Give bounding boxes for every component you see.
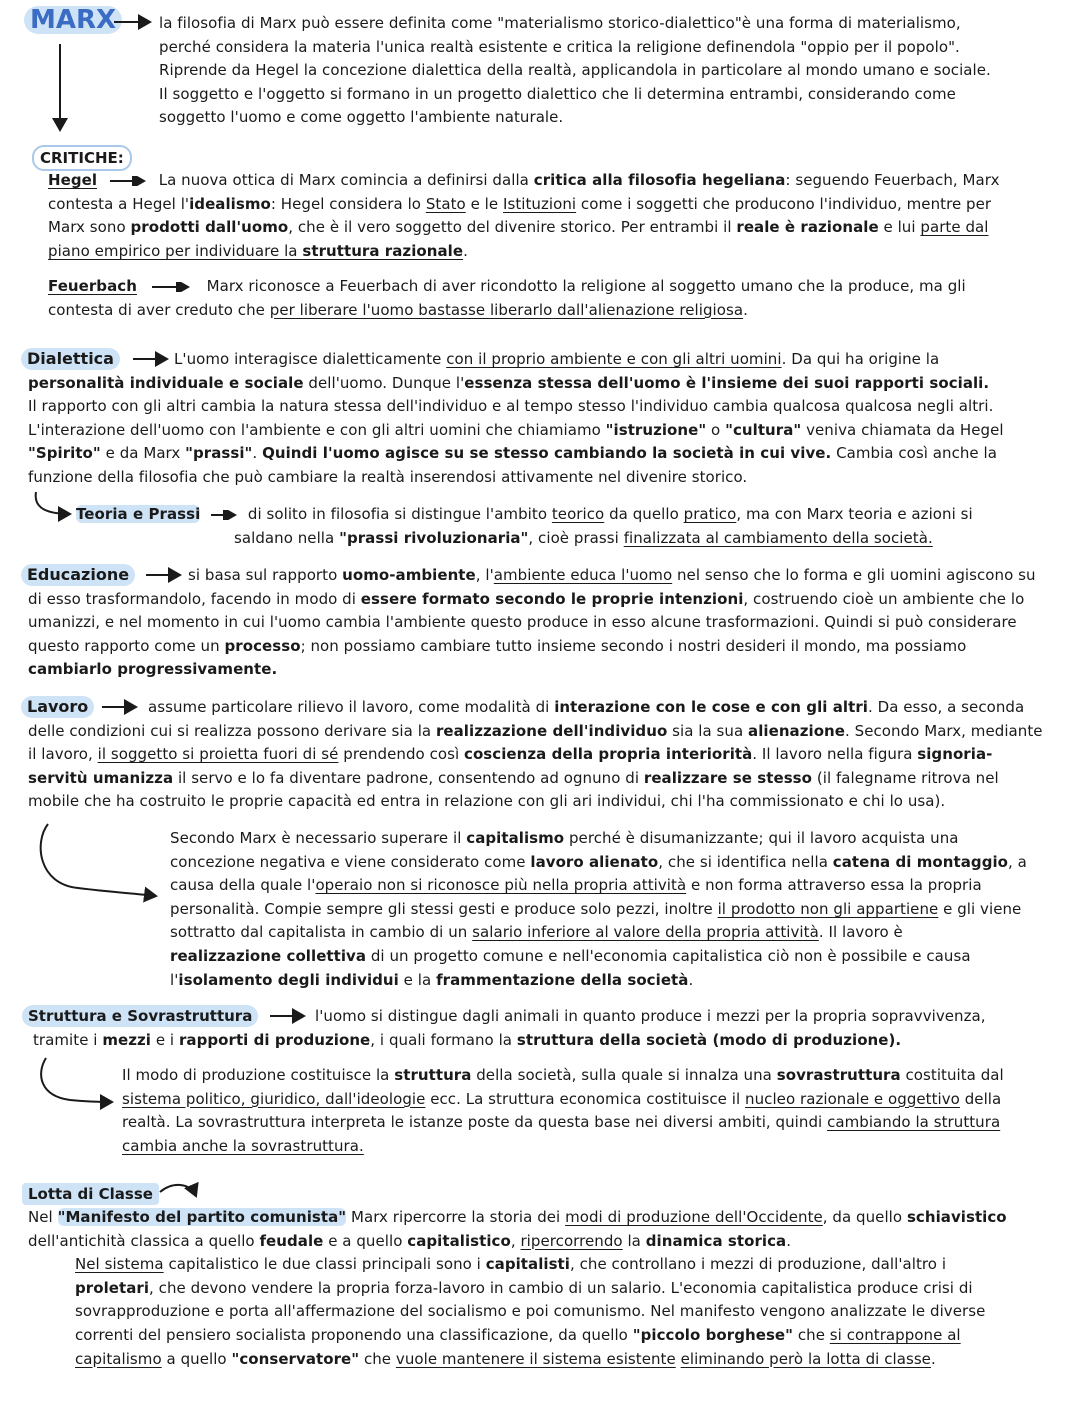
text-bold: "piccolo borghese" <box>632 1325 794 1344</box>
sovrastruttura-line <box>122 1064 1062 1088</box>
teoria-prassi-label: Teoria e Prassi <box>76 505 201 523</box>
text: Marx sono <box>48 218 131 237</box>
dialettica-line: Il rapporto con gli altri cambia la natura stessa dell'individuo e al tempo stesso l'individuo cambia qualcosa qualcosa negli altri. <box>28 397 994 416</box>
text-bold: proletari <box>75 1278 150 1297</box>
text-underlined: operaio non si riconosce più nella propria attività <box>315 876 687 895</box>
text-bold: "prassi rivoluzionaria" <box>339 528 529 547</box>
text-bold: coscienza della propria interiorità <box>464 745 753 764</box>
text-bold: capitalismo <box>466 829 565 847</box>
text: , cioè prassi <box>528 528 624 547</box>
text: contesta a Hegel l' <box>48 194 190 213</box>
text-bold: critica alla filosofia hegeliana <box>533 171 786 189</box>
text: Nel <box>28 1208 58 1226</box>
text-underlined: Istituzioni <box>502 194 577 213</box>
text: , che controllano i mezzi di produzione, dall'altro i <box>569 1255 947 1274</box>
hegel-paragraph <box>48 169 1058 263</box>
text: . Il lavoro è <box>818 923 903 942</box>
hegel-line <box>48 193 1058 217</box>
text: , ma con Marx teoria e azioni si <box>736 505 973 523</box>
text: , che è il vero soggetto del divenire storico. Per entrambi il <box>288 218 737 237</box>
text-bold: capitalisti <box>485 1255 570 1274</box>
text: concezione negativa e viene considerato come <box>170 852 531 871</box>
text-underlined: si contrappone al <box>829 1325 961 1344</box>
teoria-prassi-block <box>76 503 1066 550</box>
lotta-line <box>28 1253 1063 1277</box>
text: , che devono vendere la propria forza-lavoro in cambio di un salario. L'economia capitalistica produce crisi di <box>149 1278 973 1297</box>
feuerbach-line <box>48 275 1058 299</box>
arrow-right-icon <box>150 282 194 292</box>
text: e lui <box>878 218 921 237</box>
critiche-label: CRITICHE: <box>32 145 132 171</box>
text-underlined: salario inferiore al valore della propria attività <box>472 923 819 942</box>
text-bold: struttura razionale <box>302 241 464 260</box>
text-bold: essere formato secondo le proprie intenzioni <box>360 589 744 608</box>
text: , i quali formano la <box>370 1030 517 1049</box>
text-bold: sovrastruttura <box>776 1066 901 1084</box>
text: e la <box>398 970 437 989</box>
hegel-line <box>48 240 1058 264</box>
sovrastruttura-line <box>122 1111 1062 1135</box>
lavoro-line <box>28 720 1058 744</box>
lotta-line <box>28 1348 1063 1372</box>
text-bold: struttura della società (modo di produzione). <box>516 1030 902 1049</box>
text: , che si identifica nella <box>658 852 833 871</box>
text-bold: "Spirito" <box>28 444 101 463</box>
text: questo rapporto come un <box>28 636 225 655</box>
text: tramite i <box>33 1030 103 1049</box>
intro-line: Il soggetto e l'oggetto si formano in un progetto dialettico che li determina entrambi, considerando come <box>159 84 956 103</box>
text: delle condizioni cui si realizza possono derivare sia la <box>28 721 436 740</box>
text-bold: "prassi" <box>185 444 253 463</box>
lotta-line <box>28 1206 1063 1230</box>
lotta-line <box>28 1277 1063 1301</box>
text-underlined: con il proprio ambiente e con gli altri uomini <box>446 350 782 368</box>
text-underlined: vuole mantenere il sistema esistente <box>395 1349 676 1368</box>
lotta-line <box>28 1230 1063 1254</box>
text-bold: catena di montaggio <box>832 852 1009 871</box>
title-marx: MARX <box>24 6 122 34</box>
capitalismo-line <box>170 945 1065 969</box>
text-underlined: teorico <box>551 505 605 523</box>
text-bold: capitalistico <box>407 1231 511 1250</box>
text-underlined: cambia anche la sovrastruttura. <box>122 1136 364 1155</box>
text-bold: Quindi l'uomo agisce su se stesso cambiando la società in cui vive. <box>262 444 832 463</box>
text: ; non possiamo cambiare tutto insieme secondo i nostri desideri il mondo, ma possiamo <box>300 636 967 655</box>
text-underlined: finalizzata al cambiamento della società. <box>623 528 933 547</box>
text-bold: uomo-ambiente <box>342 566 476 584</box>
text-bold: isolamento degli individui <box>178 970 399 989</box>
text: . <box>930 1349 936 1368</box>
educazione-paragraph <box>28 564 1058 682</box>
lavoro-line <box>28 696 1058 720</box>
educazione-line <box>28 635 1058 659</box>
lotta-label: Lotta di Classe <box>22 1183 159 1205</box>
capitalismo-line <box>170 827 1065 851</box>
text-bold: signoria- <box>917 745 993 764</box>
text-underlined: il prodotto non gli appartiene <box>717 899 939 918</box>
text: , <box>510 1231 521 1250</box>
hegel-line <box>48 216 1058 240</box>
text: , a <box>1008 852 1027 871</box>
text-bold: reale è razionale <box>736 218 879 237</box>
lavoro-line <box>28 743 1058 767</box>
text: , costruendo cioè un ambiente che lo <box>743 589 1025 608</box>
curved-arrow-icon <box>30 822 166 902</box>
text: contesta di aver creduto che <box>48 300 270 319</box>
capitalismo-line <box>170 898 1065 922</box>
text-bold: processo <box>224 636 301 655</box>
feuerbach-label: Feuerbach <box>48 277 137 295</box>
text-bold: feudale <box>259 1231 324 1250</box>
text: correnti del pensiero socialista proponendo una classificazione, da quello <box>75 1325 633 1344</box>
text: della <box>959 1089 1002 1108</box>
intro-line: perché considera la materia l'unica realtà esistente e critica la religione definendola "oppio per il popolo". <box>159 37 960 56</box>
text: di solito in filosofia si distingue l'ambito <box>247 505 552 523</box>
text: costituita dal <box>900 1066 1004 1084</box>
text: e gli viene <box>938 899 1022 918</box>
text-bold: "cultura" <box>725 420 802 439</box>
lavoro-line: mobile che ha costruito le proprie capacità ed entra in relazione con gli ari individui, chi l'ha commissionato e chi lo usa). <box>28 792 946 811</box>
text: il lavoro, <box>28 745 98 764</box>
educazione-line <box>28 658 1058 682</box>
lotta-paragraph <box>28 1206 1063 1371</box>
hegel-label: Hegel <box>48 171 98 189</box>
feuerbach-line <box>48 299 1058 323</box>
text: . Da esso, a seconda <box>867 698 1025 716</box>
text-bold: prodotti dall'uomo <box>130 218 289 237</box>
arrow-down-icon <box>54 42 66 138</box>
text-bold: servitù umanizza <box>28 768 174 787</box>
text-bold: realizzazione collettiva <box>170 946 367 965</box>
sovrastruttura-paragraph <box>122 1064 1062 1158</box>
curved-arrow-icon <box>30 1056 120 1108</box>
text: Marx ripercorre la storia dei <box>346 1208 566 1226</box>
text: a quello <box>161 1349 232 1368</box>
text: di un progetto comune e nell'economia capitalistica ciò non è possibile e causa <box>366 946 971 965</box>
text: La nuova ottica di Marx comincia a definirsi dalla <box>158 171 534 189</box>
text: si basa sul rapporto <box>188 566 343 584</box>
text: (il falegname ritrova nel <box>812 768 999 787</box>
curved-arrow-icon <box>158 1182 204 1206</box>
text-bold: dinamica storica <box>645 1231 787 1250</box>
text: dell'antichità classica a quello <box>28 1231 260 1250</box>
dialettica-line <box>28 372 1058 396</box>
text: realtà. La sovrastruttura interpreta le istanze poste da questa base nei diversi ambiti, quindi <box>122 1113 828 1132</box>
text-bold: cambiarlo progressivamente. <box>28 660 278 679</box>
capitalismo-line <box>170 969 1065 993</box>
text: personalità. Compie sempre gli stessi gesti e produce solo pezzi, inoltre <box>170 899 718 918</box>
intro-line: soggetto l'uomo e come oggetto l'ambiente naturale. <box>159 108 564 127</box>
text-bold: lavoro alienato <box>530 852 659 871</box>
text-bold: schiavistico <box>906 1208 1007 1226</box>
text-underlined: capitalismo <box>75 1349 162 1368</box>
text: Cambia così anche la <box>831 444 997 463</box>
curved-arrow-icon <box>30 490 80 524</box>
arrow-right-icon <box>112 16 156 28</box>
dialettica-line: funzione della filosofia che può cambiare la realtà inserendosi attivamente nel divenire storico. <box>28 467 748 486</box>
dialettica-line <box>28 442 1058 466</box>
text: causa della quale l' <box>170 876 316 895</box>
lavoro-line <box>28 767 1058 791</box>
capitalismo-line <box>170 851 1065 875</box>
text: come i soggetti che producono l'individuo, mentre per <box>576 194 992 213</box>
text: . Il lavoro nella figura <box>752 745 918 764</box>
text-underlined: cambiando la struttura <box>827 1113 1001 1132</box>
text-underlined: ripercorrendo <box>520 1231 623 1250</box>
text-underlined: pratico <box>683 505 737 523</box>
text: l' <box>170 970 179 989</box>
lotta-line: sovrapproduzione e porta all'affermazione del socialismo e poi comunismo. Nel manifesto vengono analizzate le diverse <box>75 1302 986 1321</box>
struttura-paragraph <box>33 1005 1063 1052</box>
feuerbach-paragraph <box>48 275 1058 322</box>
text: Secondo Marx è necessario superare il <box>170 829 467 847</box>
text-underlined: modi di produzione dell'Occidente <box>565 1208 823 1226</box>
text-bold: "Manifesto del partito comunista" <box>57 1208 347 1226</box>
text: , da quello <box>822 1208 907 1226</box>
text: , l' <box>475 566 494 584</box>
lavoro-paragraph <box>28 696 1058 814</box>
text: veniva chiamata da Hegel <box>801 420 1004 439</box>
text-bold: essenza stessa dell'uomo è l'insieme dei suoi rapporti sociali. <box>464 373 990 392</box>
text: assume particolare rilievo il lavoro, come modalità di <box>148 698 555 716</box>
text-underlined: per liberare l'uomo bastasse liberarlo dall'alienazione religiosa <box>269 300 744 319</box>
educazione-line <box>28 564 1058 588</box>
struttura-line <box>33 1029 1063 1053</box>
text: . <box>688 970 694 989</box>
text: sottratto dal capitalista in cambio di un <box>170 923 473 942</box>
text: prendendo così <box>338 745 464 764</box>
dialettica-line <box>28 348 1058 372</box>
text: da quello <box>604 505 684 523</box>
text-bold: alienazione <box>748 721 846 740</box>
struttura-line: l'uomo si distingue dagli animali in quanto produce i mezzi per la propria sopravvivenza, <box>315 1007 986 1025</box>
capitalismo-line <box>170 921 1065 945</box>
hegel-line <box>48 169 1058 193</box>
text: : seguendo Feuerbach, Marx <box>785 171 1000 189</box>
text-bold: rapporti di produzione <box>178 1030 371 1049</box>
capitalismo-line <box>170 874 1065 898</box>
text-bold: "istruzione" <box>605 420 707 439</box>
text: o <box>706 420 726 439</box>
text-underlined: ambiente educa l'uomo <box>493 566 673 584</box>
text: . <box>252 444 263 463</box>
text-underlined: il soggetto si proietta fuori di sé <box>97 745 339 764</box>
text: sia la sua <box>667 721 749 740</box>
text-bold: personalità individuale e sociale <box>28 373 304 392</box>
text: saldano nella <box>234 528 340 547</box>
text: L'interazione dell'uomo con l'ambiente e con gli altri uomini che chiamiamo <box>28 420 606 439</box>
educazione-line: umanizzi, e nel momento in cui l'uomo cambia l'ambiente questo produce in esso alcune trasformazioni. Quindi si può considerare <box>28 613 1017 632</box>
dialettica-paragraph <box>28 348 1058 490</box>
text: e a quello <box>323 1231 408 1250</box>
text-underlined: Stato <box>425 194 466 213</box>
text: L'uomo interagisce dialetticamente <box>174 350 447 368</box>
text-bold: frammentazione della società <box>436 970 689 989</box>
text: e non forma attraverso essa la propria <box>686 876 982 895</box>
text-bold: idealismo <box>189 194 271 213</box>
lavoro-label: Lavoro <box>21 696 94 718</box>
text: . Secondo Marx, mediante <box>845 721 1043 740</box>
lotta-line <box>28 1324 1063 1348</box>
text-underlined: nucleo razionale e oggettivo <box>745 1089 960 1108</box>
capitalismo-paragraph <box>170 827 1065 992</box>
text: la <box>622 1231 646 1250</box>
text: e da Marx <box>100 444 186 463</box>
text: . Da qui ha origine la <box>781 350 940 368</box>
text-bold: realizzare se stesso <box>643 768 812 787</box>
sovrastruttura-line <box>122 1135 1062 1159</box>
educazione-line <box>28 588 1058 612</box>
text: . <box>463 241 468 260</box>
text: : Hegel considera lo <box>270 194 426 213</box>
text-underlined: parte dal <box>920 218 989 237</box>
text: dell'uomo. Dunque l' <box>303 373 465 392</box>
text-bold: struttura <box>394 1066 472 1084</box>
text-bold: mezzi <box>102 1030 151 1049</box>
text: Marx riconosce a Feuerbach di aver ricondotto la religione al soggetto umano che la produce, ma gli <box>206 277 966 295</box>
text-bold: "conservatore" <box>231 1349 360 1368</box>
struttura-label: Struttura e Sovrastruttura <box>22 1005 258 1027</box>
text: Il modo di produzione costituisce la <box>122 1066 395 1084</box>
marx-intro <box>159 12 1059 130</box>
text-underlined: Nel sistema <box>75 1255 164 1274</box>
teoria-line <box>76 527 1066 551</box>
text: ecc. La struttura economica costituisce il <box>425 1089 746 1108</box>
text: . <box>743 300 748 319</box>
intro-line: Riprende da Hegel la concezione dialettica della realtà, applicandola in particolare al mondo umano e sociale. <box>159 61 991 80</box>
text: che <box>359 1349 396 1368</box>
text-underlined: sistema politico, giuridico, dall'ideologie <box>122 1089 426 1108</box>
dialettica-line <box>28 419 1058 443</box>
arrow-right-icon <box>108 176 150 186</box>
text: capitalistico le due classi principali sono i <box>163 1255 486 1274</box>
teoria-line <box>76 503 1066 527</box>
text: il servo e lo fa diventare padrone, consentendo ad ognuno di <box>173 768 644 787</box>
text: e i <box>151 1030 179 1049</box>
text-underlined: piano empirico per individuare la <box>48 241 303 260</box>
text: di esso trasformandolo, facendo in modo di <box>28 589 361 608</box>
text-bold: interazione con le cose e con gli altri <box>554 698 868 716</box>
arrow-right-icon <box>209 510 241 520</box>
dialettica-label: Dialettica <box>21 348 120 370</box>
text: . <box>786 1231 792 1250</box>
text: e le <box>465 194 503 213</box>
text: che <box>793 1325 830 1344</box>
text: della società, sulla quale si innalza una <box>471 1066 777 1084</box>
text: perché è disumanizzante; qui il lavoro acquista una <box>564 829 959 847</box>
text: nel senso che lo forma e gli uomini agiscono su <box>672 566 1036 584</box>
educazione-label: Educazione <box>21 564 135 586</box>
intro-line: la filosofia di Marx può essere definita come "materialismo storico-dialettico"è una forma di materialismo, <box>159 14 961 32</box>
sovrastruttura-line <box>122 1088 1062 1112</box>
text-underlined: eliminando però la lotta di classe <box>680 1349 931 1368</box>
text-bold: realizzazione dell'individuo <box>435 721 668 740</box>
